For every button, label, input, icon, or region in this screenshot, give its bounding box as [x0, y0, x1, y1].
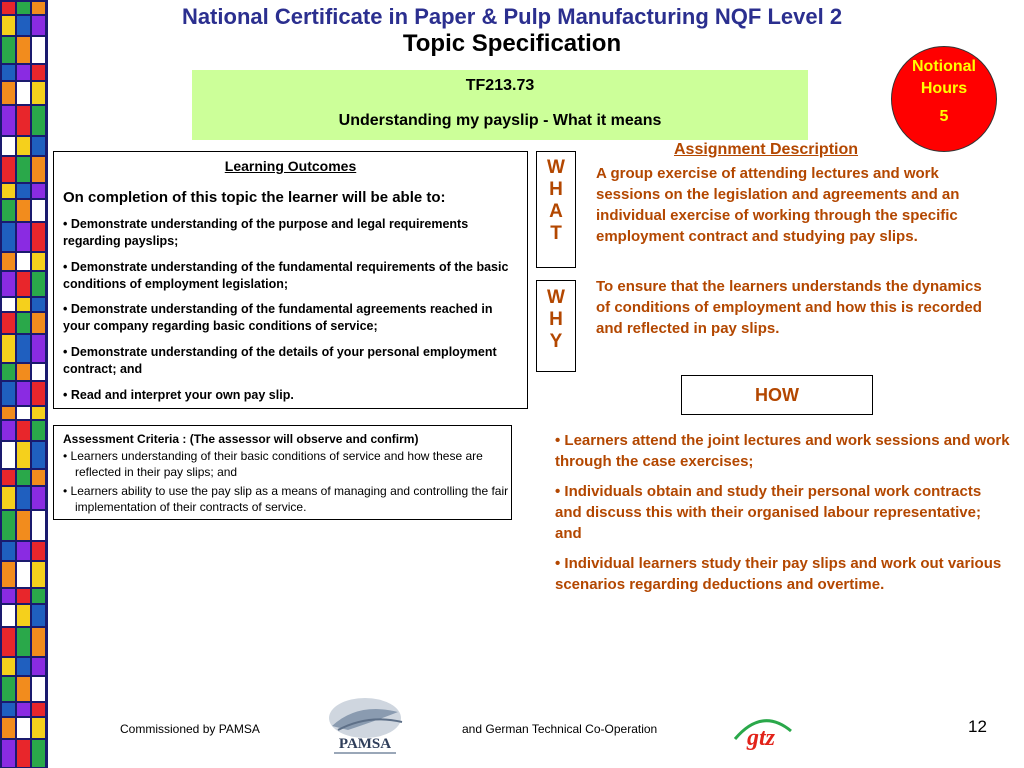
border-tile — [2, 677, 15, 701]
border-tile — [2, 37, 15, 63]
border-tile — [32, 82, 45, 104]
assignment-description-title: Assignment Description — [673, 141, 859, 158]
page-subtitle: Topic Specification — [402, 30, 622, 57]
border-tile — [2, 200, 15, 221]
how-item-text: Learners attend the joint lectures and work sessions and work through the case exercises; — [555, 432, 1010, 470]
border-tile — [17, 589, 30, 603]
border-tile — [32, 106, 45, 135]
gtz-logo — [727, 713, 797, 755]
border-tile — [32, 658, 45, 675]
border-tile — [17, 65, 30, 80]
learning-outcome-item: • Demonstrate understanding of the fundamental requirements of the basic conditions of employment legislation; — [63, 260, 509, 291]
border-tile — [32, 421, 45, 440]
how-item: • Learners attend the joint lectures and work sessions and work through the case exercises; — [555, 432, 1010, 470]
what-letter: H — [549, 179, 563, 200]
border-tile — [17, 37, 30, 63]
border-tile — [17, 542, 30, 560]
border-tile — [32, 298, 45, 311]
border-tile — [32, 16, 45, 35]
learning-outcome-text: Demonstrate understanding of the purpose and legal requirements regarding payslips; — [63, 217, 469, 248]
learning-outcome-text: Demonstrate understanding of the details of your personal employment contract; and — [63, 345, 497, 376]
learning-outcomes-intro: On completion of this topic the learner will be able to: — [63, 189, 446, 206]
border-tile — [17, 298, 30, 311]
learning-outcome-item: • Read and interpret your own pay slip. — [63, 388, 294, 402]
border-tile — [17, 272, 30, 296]
border-tile — [2, 364, 15, 380]
border-tile — [17, 677, 30, 701]
border-tile — [32, 605, 45, 626]
border-tile — [2, 628, 15, 656]
border-tile — [32, 37, 45, 63]
border-tile — [2, 106, 15, 135]
border-tile — [17, 313, 30, 333]
border-tile — [17, 184, 30, 198]
border-tile — [2, 313, 15, 333]
border-tile — [17, 562, 30, 587]
border-tile — [2, 658, 15, 675]
learning-outcome-text: Demonstrate understanding of the fundamental requirements of the basic conditions of employment legislation; — [63, 260, 509, 291]
border-tile — [32, 562, 45, 587]
hours-value: 5 — [939, 108, 949, 125]
border-tile — [2, 442, 15, 468]
border-tile — [17, 253, 30, 270]
assessment-criteria-title: Assessment Criteria : (The assessor will observe and confirm) — [63, 432, 419, 446]
border-tile — [32, 184, 45, 198]
topic-code: TF213.73 — [465, 77, 535, 94]
border-tile — [2, 703, 15, 716]
border-tile — [17, 364, 30, 380]
border-tile — [32, 677, 45, 701]
why-letter: W — [547, 287, 565, 308]
what-letter: W — [547, 157, 565, 178]
border-tile — [2, 605, 15, 626]
border-tile — [32, 313, 45, 333]
decorative-border — [0, 0, 48, 768]
border-tile — [17, 407, 30, 419]
what-label-box — [536, 151, 576, 268]
border-tile — [2, 382, 15, 405]
border-tile — [2, 65, 15, 80]
border-tile — [32, 65, 45, 80]
border-tile — [2, 421, 15, 440]
footer-cooperation: and German Technical Co-Operation — [462, 722, 658, 736]
what-letter: A — [549, 201, 563, 222]
border-tile — [17, 137, 30, 155]
border-tile — [2, 298, 15, 311]
hours-label-line1: Notional — [912, 58, 976, 75]
border-tile — [32, 718, 45, 738]
learning-outcome-text: Demonstrate understanding of the fundamental agreements reached in your company regarding basic conditions of service; — [63, 302, 493, 333]
gtz-logo-text: gtz — [746, 725, 776, 751]
border-tile — [32, 253, 45, 270]
border-tile — [17, 335, 30, 362]
border-tile — [32, 442, 45, 468]
topic-name: Understanding my payslip - What it means — [338, 112, 662, 129]
why-letter: Y — [549, 331, 563, 352]
pamsa-logo — [318, 690, 412, 760]
border-tile — [32, 407, 45, 419]
border-tile — [2, 542, 15, 560]
border-tile — [2, 470, 15, 485]
border-tile — [17, 605, 30, 626]
border-tile — [2, 589, 15, 603]
learning-outcome-item: • Demonstrate understanding of the details of your personal employment contract; and — [63, 345, 497, 376]
assignment-what-text: A group exercise of attending lectures and work sessions on the legislation and agreements and an individual exercise of working through the specific employment contract and studying pay slips. — [596, 165, 960, 245]
border-tile — [32, 2, 45, 14]
border-tile — [32, 487, 45, 509]
border-tile — [32, 157, 45, 182]
border-tile — [17, 703, 30, 716]
hours-label-line2: Hours — [920, 80, 968, 97]
border-tile — [17, 442, 30, 468]
border-tile — [17, 106, 30, 135]
border-tile — [17, 382, 30, 405]
border-tile — [32, 542, 45, 560]
border-tile — [32, 137, 45, 155]
what-letter: T — [550, 223, 562, 244]
border-tile — [17, 740, 30, 767]
border-tile — [17, 487, 30, 509]
how-item: • Individual learners study their pay slips and work out various scenarios regarding deductions and overtime. — [555, 555, 1002, 593]
border-tile — [2, 137, 15, 155]
assessment-criteria-item: • Learners ability to use the pay slip as a means of managing and controlling the fair implementation of their contracts of service. — [63, 484, 509, 514]
border-tile — [32, 223, 45, 251]
border-tile — [17, 223, 30, 251]
border-tile — [32, 272, 45, 296]
topic-banner — [192, 70, 808, 140]
border-tile — [32, 470, 45, 485]
border-tile — [17, 82, 30, 104]
border-tile — [2, 82, 15, 104]
learning-outcomes-title: Learning Outcomes — [224, 158, 357, 174]
assignment-why-text: To ensure that the learners understands the dynamics of conditions of employment and how this is recorded and reflected in pay slips. — [596, 278, 982, 337]
border-tile — [2, 335, 15, 362]
border-tile — [17, 421, 30, 440]
border-tile — [17, 718, 30, 738]
learning-outcomes-box — [53, 151, 528, 409]
border-tile — [17, 2, 30, 14]
border-tile — [32, 589, 45, 603]
how-item: • Individuals obtain and study their personal work contracts and discuss this with their organised labour representative; and — [555, 483, 982, 542]
border-tile — [32, 382, 45, 405]
page-title: National Certificate in Paper & Pulp Manufacturing NQF Level 2 — [181, 4, 843, 29]
page-number: 12 — [968, 717, 987, 736]
border-tile — [32, 703, 45, 716]
border-tile — [2, 740, 15, 767]
how-label-box: HOW — [681, 375, 873, 415]
footer-commissioned: Commissioned by PAMSA — [120, 722, 260, 736]
border-tile — [17, 628, 30, 656]
border-tile — [32, 364, 45, 380]
border-tile — [32, 740, 45, 767]
border-tile — [2, 487, 15, 509]
assessment-criteria-item: • Learners understanding of their basic conditions of service and how these are reflected in their pay slips; and — [63, 449, 483, 479]
border-tile — [32, 511, 45, 540]
border-tile — [2, 16, 15, 35]
notional-hours-badge — [891, 46, 997, 152]
border-tile — [2, 223, 15, 251]
why-letter: H — [549, 309, 563, 330]
border-tile — [32, 335, 45, 362]
why-label-box — [536, 280, 576, 372]
border-tile — [32, 628, 45, 656]
learning-outcome-item: • Demonstrate understanding of the purpose and legal requirements regarding payslips; — [63, 217, 469, 248]
pamsa-logo-text: PAMSA — [338, 736, 392, 752]
how-item-text: Individual learners study their pay slips and work out various scenarios regarding deductions and overtime. — [555, 555, 1002, 593]
learning-outcome-item: • Demonstrate understanding of the fundamental agreements reached in your company regarding basic conditions of service; — [63, 302, 493, 333]
border-tile — [17, 470, 30, 485]
assessment-criteria-text: Learners ability to use the pay slip as a means of managing and controlling the fair implementation of their contracts of service. — [70, 484, 509, 514]
border-tile — [17, 200, 30, 221]
border-tile — [17, 16, 30, 35]
learning-outcome-text: Read and interpret your own pay slip. — [70, 388, 294, 402]
how-item-text: Individuals obtain and study their personal work contracts and discuss this with their organised labour representative; and — [555, 483, 982, 542]
border-tile — [2, 253, 15, 270]
border-tile — [17, 658, 30, 675]
assessment-criteria-text: Learners understanding of their basic conditions of service and how these are reflected in their pay slips; and — [70, 449, 483, 479]
border-tile — [2, 562, 15, 587]
border-tile — [2, 511, 15, 540]
border-tile — [32, 200, 45, 221]
assessment-criteria-box — [53, 425, 512, 520]
border-tile — [2, 157, 15, 182]
border-tile — [2, 2, 15, 14]
border-tile — [17, 511, 30, 540]
border-tile — [2, 718, 15, 738]
border-tile — [2, 272, 15, 296]
border-tile — [2, 407, 15, 419]
border-tile — [17, 157, 30, 182]
border-tile — [2, 184, 15, 198]
